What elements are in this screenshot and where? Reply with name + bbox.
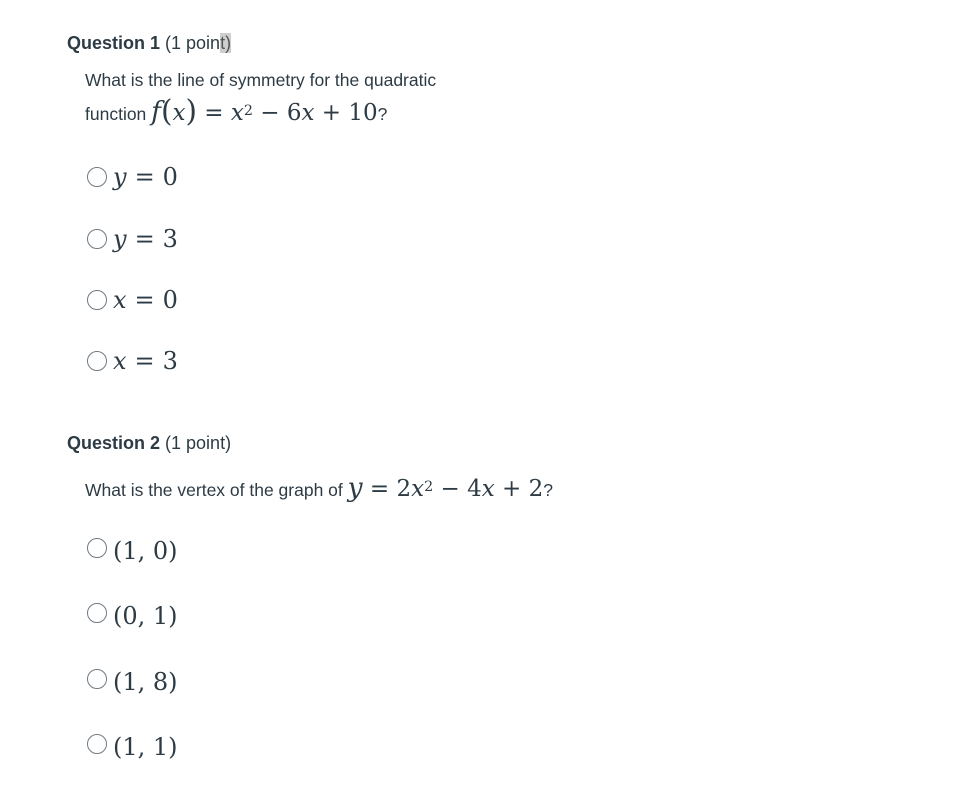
radio-button[interactable] — [87, 734, 107, 754]
question-2-option-4[interactable] — [87, 730, 178, 764]
question-1-prompt-line-1: What is the line of symmetry for the quadratic — [85, 70, 437, 90]
radio-button[interactable] — [87, 351, 107, 371]
question-1-option-3[interactable] — [87, 283, 178, 317]
radio-button[interactable] — [87, 538, 107, 558]
radio-button[interactable] — [87, 603, 107, 623]
question-1 — [67, 32, 231, 54]
question-2-option-1[interactable] — [87, 534, 178, 568]
question-2-option-2[interactable] — [87, 599, 178, 633]
question-1-prompt-suffix: ? — [377, 104, 388, 124]
option-label: (0, 1) — [113, 602, 178, 630]
radio-button[interactable] — [87, 229, 107, 249]
radio-button[interactable] — [87, 290, 107, 310]
question-1-points — [165, 33, 231, 53]
question-1-function-expression: $f(x) = x^2 - 6x + 10$ — [151, 94, 378, 129]
question-1-option-2[interactable] — [87, 222, 178, 256]
question-1-prompt-line-2 — [85, 92, 645, 134]
question-1-title: Question 1 — [67, 33, 161, 53]
question-1-prompt-prefix: function — [85, 104, 147, 124]
question-2-option-3[interactable] — [87, 665, 178, 699]
question-2-prompt-suffix: ? — [543, 480, 553, 500]
question-2-header — [67, 432, 231, 454]
question-1-option-1[interactable] — [87, 160, 178, 194]
question-2-title: Question 2 — [67, 433, 161, 453]
question-2-prompt — [85, 470, 645, 510]
option-label: y = 0 — [113, 163, 178, 191]
question-2-prompt-prefix: What is the vertex of the graph of — [85, 480, 343, 500]
question-2 — [67, 432, 231, 454]
question-2-function-expression: $y = 2x^2 - 4x + 2$ — [347, 472, 544, 503]
radio-button[interactable] — [87, 167, 107, 187]
question-1-points-selected: t) — [220, 33, 232, 53]
option-label: x = 0 — [113, 286, 178, 314]
option-label: (1, 0) — [113, 537, 178, 565]
question-1-header — [67, 32, 231, 54]
radio-button[interactable] — [87, 669, 107, 689]
option-label: (1, 8) — [113, 668, 178, 696]
option-label: y = 3 — [113, 225, 178, 253]
question-2-points: (1 point) — [165, 433, 232, 453]
option-label: (1, 1) — [113, 733, 178, 761]
option-label: x = 3 — [113, 347, 178, 375]
question-1-prompt — [85, 68, 645, 134]
question-1-points-text: (1 poin — [165, 33, 221, 53]
question-1-option-4[interactable] — [87, 344, 178, 378]
